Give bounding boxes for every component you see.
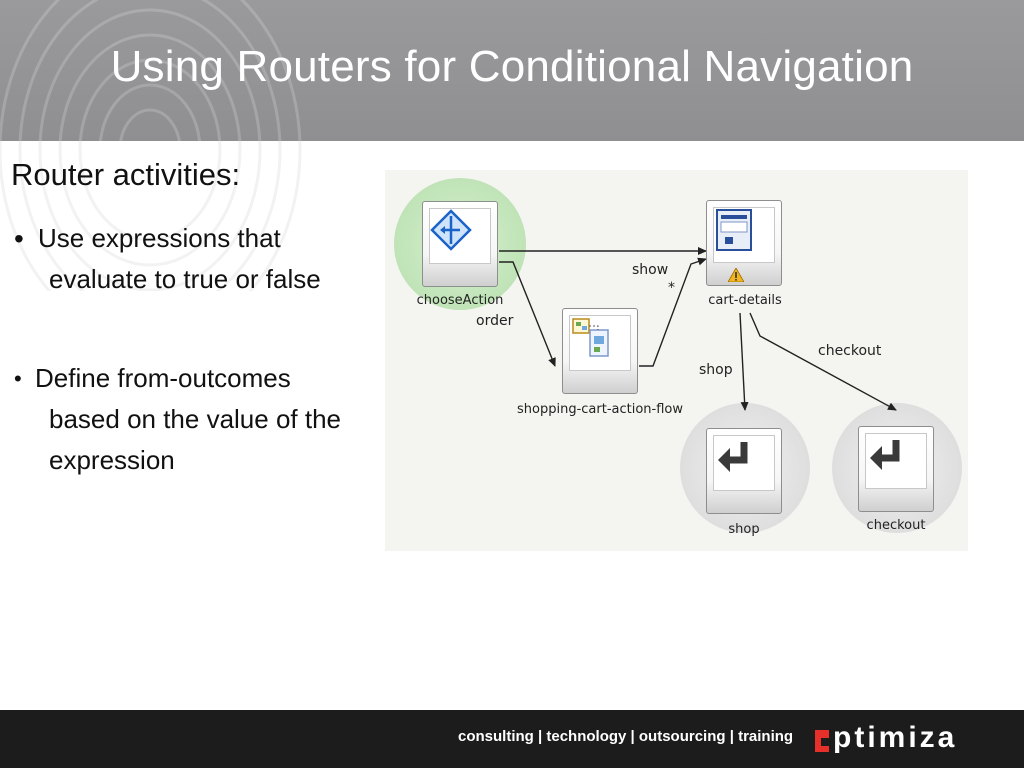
logo-mark-icon <box>813 724 833 756</box>
bullet-marker: • <box>14 223 24 254</box>
bullet-item <box>12 358 404 481</box>
router-icon <box>430 209 472 251</box>
edge-label-shop: shop <box>699 362 733 378</box>
task-flow-diagram <box>385 170 968 551</box>
bullet-item <box>12 218 404 300</box>
edge-checkout <box>750 313 896 410</box>
node-checkout[interactable] <box>858 426 934 512</box>
return-arrow-icon <box>866 434 906 474</box>
node-shopping-cart-action-flow[interactable] <box>562 308 638 394</box>
warning-icon <box>728 268 744 282</box>
node-choose-action[interactable] <box>422 201 498 287</box>
node-label: shop <box>728 522 760 537</box>
node-cart-details[interactable] <box>706 200 782 286</box>
task-flow-icon <box>570 316 614 360</box>
footer-tagline: consulting | technology | outsourcing | training <box>458 728 794 745</box>
footer-bar <box>0 710 1024 768</box>
bullet-text-line: Use expressions that <box>38 223 281 253</box>
return-arrow-icon <box>714 436 754 476</box>
bullet-marker: • <box>14 366 22 391</box>
bullet-text-line: expression <box>49 445 175 475</box>
edge-label-order: order <box>476 313 514 329</box>
node-label: chooseAction <box>416 293 504 308</box>
node-label: cart-details <box>708 293 782 308</box>
edge-label-wildcard: * <box>668 280 675 296</box>
edge-label-show: show <box>632 262 669 278</box>
view-page-icon <box>714 208 754 252</box>
section-heading: Router activities: <box>11 157 241 192</box>
node-label: checkout <box>866 518 926 533</box>
optimiza-logo <box>813 721 989 756</box>
title-bar <box>0 0 1024 141</box>
bullet-text-line: evaluate to true or false <box>49 264 321 294</box>
node-shop[interactable] <box>706 428 782 514</box>
edge-shop <box>740 313 745 410</box>
node-label: shopping-cart-action-flow <box>517 402 683 417</box>
bullet-text-line: based on the value of the <box>49 404 342 434</box>
bullet-list <box>12 218 404 481</box>
bullet-text-line: Define from-outcomes <box>35 363 291 393</box>
logo-text: ptimiza <box>833 721 958 754</box>
slide-title: Using Routers for Conditional Navigation <box>110 42 914 91</box>
edge-label-checkout: checkout <box>818 343 882 359</box>
